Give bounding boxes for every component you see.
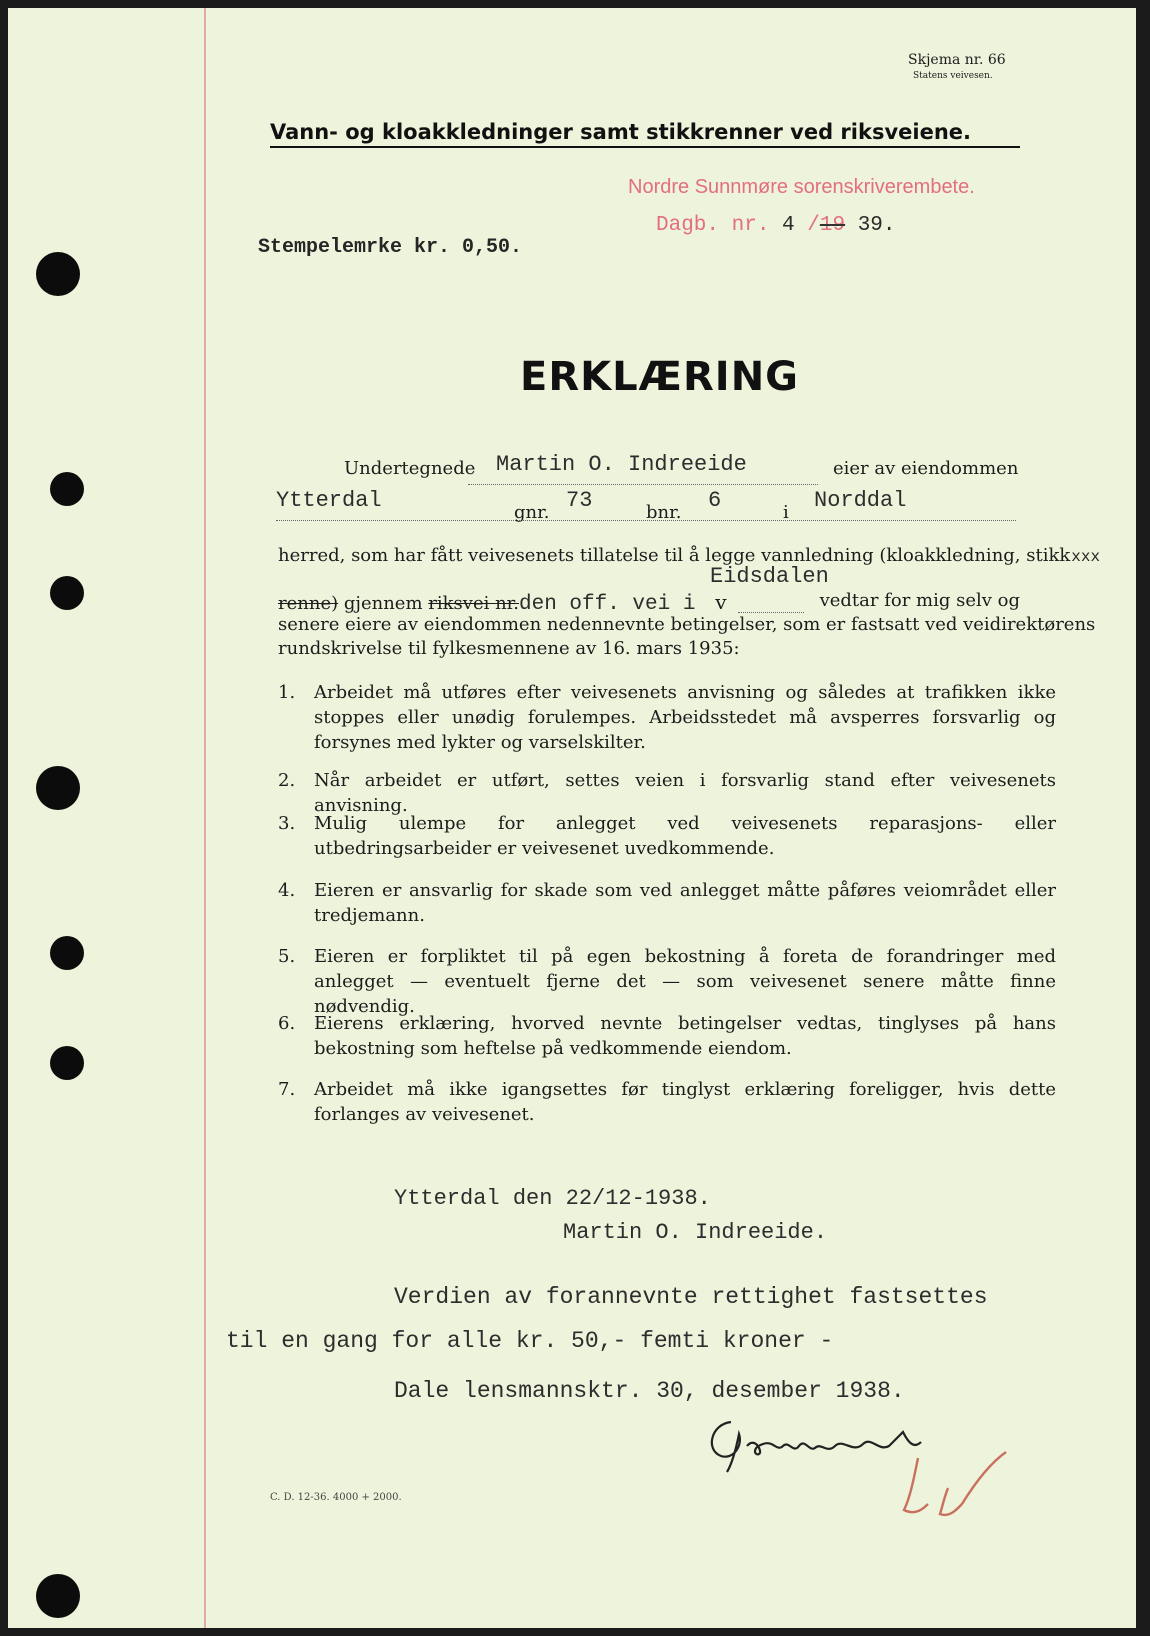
condition-number: 6. xyxy=(278,1013,296,1034)
value-line-2: til en gang for alle kr. 50,- femti kroner - xyxy=(226,1328,834,1354)
condition-number: 3. xyxy=(278,813,296,834)
document-page xyxy=(8,8,1136,1628)
punch-hole xyxy=(50,936,84,970)
bnr-label: bnr. xyxy=(646,502,682,523)
property-name: Ytterdal xyxy=(276,488,382,513)
punch-hole xyxy=(50,472,84,506)
registry-stamp-office: Nordre Sunnmøre sorenskriverembete. xyxy=(628,176,975,198)
condition-number: 1. xyxy=(278,682,296,703)
herred-overtype: xxx xyxy=(1071,548,1101,566)
condition-number: 2. xyxy=(278,770,296,791)
dagb-label: Dagb. nr. xyxy=(656,214,770,237)
registry-stamp-number xyxy=(656,214,896,237)
condition-text: Eierens erklæring, hvorved nevnte betingelser vedtas, tinglyses på hans bekostning som heftelse på vedkommende eiendom. xyxy=(314,1013,1056,1059)
document-title: ERKLÆRING xyxy=(520,354,799,400)
struck-renne: renne) xyxy=(278,593,339,614)
herred-text: herred, som har fått veivesenets tillatelse til å legge vannledning (kloakkledning, stikk xyxy=(278,545,1071,566)
municipality: Norddal xyxy=(814,488,907,513)
bnr-value: 6 xyxy=(708,488,722,513)
dagb-struck-year: 19 xyxy=(819,214,846,237)
print-footer: C. D. 12-36. 4000 + 2000. xyxy=(270,1492,402,1503)
owner-label: eier av eiendommen xyxy=(833,458,1019,479)
condition-text: Eieren er forpliktet til på egen bekostning å foreta de forandringer med anlegget — eventuelt fjerne det — som veivesenet senere måtte finne nødvendig. xyxy=(314,946,1056,1017)
road-typed: den off. vei i xyxy=(519,593,696,616)
punch-hole xyxy=(36,1574,80,1618)
dotted-line xyxy=(468,484,818,485)
stamp-fee: Stempelemrke kr. 0,50. xyxy=(258,236,523,259)
form-number: Skjema nr. 66 xyxy=(908,52,1006,68)
road-name-inserted: Eidsdalen xyxy=(710,564,829,589)
red-pencil-mark xyxy=(888,1438,1018,1528)
undersigned-name: Martin O. Indreeide xyxy=(496,452,747,477)
road-through: gjennem xyxy=(343,593,423,614)
dagb-slash: / xyxy=(807,214,820,237)
punch-hole xyxy=(50,576,84,610)
punch-hole xyxy=(36,252,80,296)
road-mark: v xyxy=(715,590,727,614)
punch-hole xyxy=(36,766,80,810)
undersigned-label: Undertegnede xyxy=(344,458,476,479)
condition-text: Mulig ulempe for anlegget ved veivesenets reparasjons- eller utbedringsarbeider er veivesenet uvedkommende. xyxy=(314,813,1056,859)
herred-line xyxy=(278,545,1100,566)
condition-number: 4. xyxy=(278,880,296,901)
dotted-line xyxy=(738,612,804,613)
declaration-line-3: senere eiere av eiendommen nedennevnte betingelser, som er fastsatt ved veidirektørens xyxy=(278,614,1096,635)
form-heading: Vann- og kloakkledninger samt stikkrenner ved riksveiene. xyxy=(270,120,1020,148)
struck-riksvei: riksvei nr. xyxy=(428,593,520,614)
condition-number: 7. xyxy=(278,1079,296,1100)
condition-number: 5. xyxy=(278,946,296,967)
form-issuer: Statens veivesen. xyxy=(913,71,993,81)
condition-text: Arbeidet må utføres efter veivesenets anvisning og således at trafikken ikke stoppes eller unødig forulempes. Arbeidsstedet må avsperres forsvarlig og forsynes med lykter og varselskilter. xyxy=(314,682,1056,753)
i-label: i xyxy=(783,502,789,523)
dagb-year: 39. xyxy=(857,214,896,237)
margin-line xyxy=(204,8,206,1628)
gnr-value: 73 xyxy=(566,488,593,513)
declaration-line-4: rundskrivelse til fylkesmennene av 16. mars 1935: xyxy=(278,638,740,659)
signatory: Martin O. Indreeide. xyxy=(563,1220,828,1245)
gnr-label: gnr. xyxy=(514,502,550,523)
condition-text: Arbeidet må ikke igangsettes før tinglyst erklæring foreligger, hvis dette forlanges av veivesenet. xyxy=(314,1079,1056,1125)
office-date: Dale lensmannsktr. 30, desember 1938. xyxy=(394,1378,905,1404)
punch-hole xyxy=(50,1046,84,1080)
road-line-end: vedtar for mig selv og xyxy=(819,590,1020,611)
condition-text: Eieren er ansvarlig for skade som ved anlegget måtte påføres veiområdet eller tredjemann. xyxy=(314,880,1056,926)
dagb-number: 4 xyxy=(782,214,795,237)
place-date: Ytterdal den 22/12-1938. xyxy=(394,1186,711,1211)
value-line-1: Verdien av forannevnte rettighet fastsettes xyxy=(394,1284,988,1310)
condition-text: Når arbeidet er utført, settes veien i forsvarlig stand efter veivesenets anvisning. xyxy=(314,770,1056,816)
